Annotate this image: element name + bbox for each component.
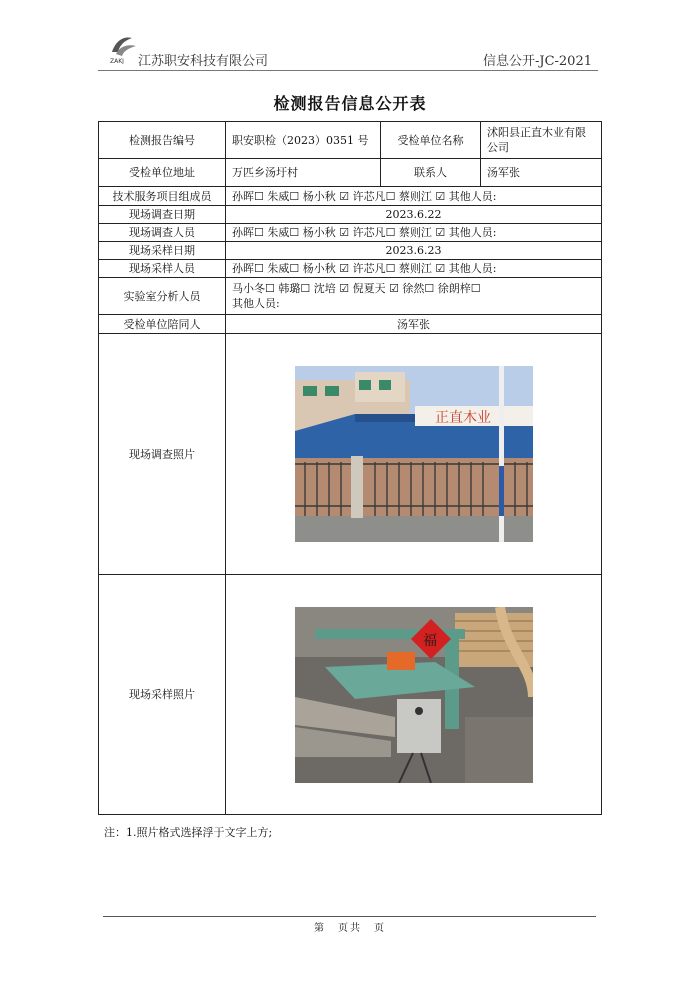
- page-header: [98, 28, 598, 72]
- surveyors-value: 孙晖☐ 朱威☐ 杨小秋 ☑ 许芯凡☐ 蔡则江 ☑ 其他人员:: [226, 224, 602, 242]
- footer-divider: [103, 916, 596, 917]
- survey-photo-cell: [226, 334, 602, 575]
- sampling-photo: [295, 607, 533, 783]
- table-row: [99, 260, 602, 278]
- page-title: 检测报告信息公开表: [273, 94, 427, 113]
- samplers-value: 孙晖☐ 朱威☐ 杨小秋 ☑ 许芯凡☐ 蔡则江 ☑ 其他人员:: [226, 260, 602, 278]
- company-sign-text: 正直木业: [434, 410, 491, 426]
- table-row: [99, 334, 602, 575]
- sampling-date-label: 现场采样日期: [99, 242, 226, 260]
- lab-analysts-label: 实验室分析人员: [99, 278, 226, 315]
- address-label: 受检单位地址: [99, 159, 226, 187]
- table-row: [99, 122, 602, 159]
- table-row: [99, 159, 602, 187]
- escort-value: 汤军张: [226, 315, 602, 334]
- document-code: 信息公开-JC-2021: [482, 54, 592, 69]
- sampling-photo-cell: [226, 575, 602, 815]
- company-name: 江苏职安科技有限公司: [138, 54, 269, 69]
- contact-label: 联系人: [381, 159, 481, 187]
- table-row: [99, 278, 602, 315]
- sampling-date-value: 2023.6.23: [226, 242, 602, 260]
- address-value: 万匹乡汤圩村: [226, 159, 381, 187]
- fu-character: 福: [422, 632, 437, 649]
- table-row: [99, 206, 602, 224]
- table-row: [99, 242, 602, 260]
- table-row: [99, 187, 602, 206]
- unit-name-value: 沭阳县正直木业有限公司: [481, 122, 602, 159]
- note-text: 注：1.照片格式选择浮于文字上方;: [104, 826, 273, 839]
- team-members: 孙晖☐ 朱威☐ 杨小秋 ☑ 许芯凡☐ 蔡则江 ☑ 其他人员:: [226, 187, 602, 206]
- lab-analysts-value: [226, 278, 602, 315]
- header-divider: [98, 70, 598, 71]
- survey-date-label: 现场调查日期: [99, 206, 226, 224]
- team-label: 技术服务项目组成员: [99, 187, 226, 206]
- company-logo-icon: [106, 30, 140, 64]
- contact-value: 汤军张: [481, 159, 602, 187]
- table-row: [99, 575, 602, 815]
- lab-analysts-line2: 其他人员:: [232, 297, 280, 310]
- survey-date-value: 2023.6.22: [226, 206, 602, 224]
- report-no-label: 检测报告编号: [99, 122, 226, 159]
- samplers-label: 现场采样人员: [99, 260, 226, 278]
- survey-photo-label: 现场调查照片: [99, 334, 226, 575]
- escort-label: 受检单位陪同人: [99, 315, 226, 334]
- sampling-photo-label: 现场采样照片: [99, 575, 226, 815]
- logo-text: ZAKJ: [110, 58, 124, 64]
- unit-name-label: 受检单位名称: [381, 122, 481, 159]
- page-footer: 第 页共 页: [314, 923, 386, 934]
- surveyors-label: 现场调查人员: [99, 224, 226, 242]
- table-row: [99, 224, 602, 242]
- report-info-table: [98, 121, 602, 815]
- survey-photo: [295, 366, 533, 542]
- lab-analysts-line1: 马小冬☐ 韩璐☐ 沈培 ☑ 倪夏天 ☑ 徐然☐ 徐朗梓☐: [232, 282, 481, 295]
- table-row: [99, 315, 602, 334]
- report-no-value: 职安职检（2023）0351 号: [226, 122, 381, 159]
